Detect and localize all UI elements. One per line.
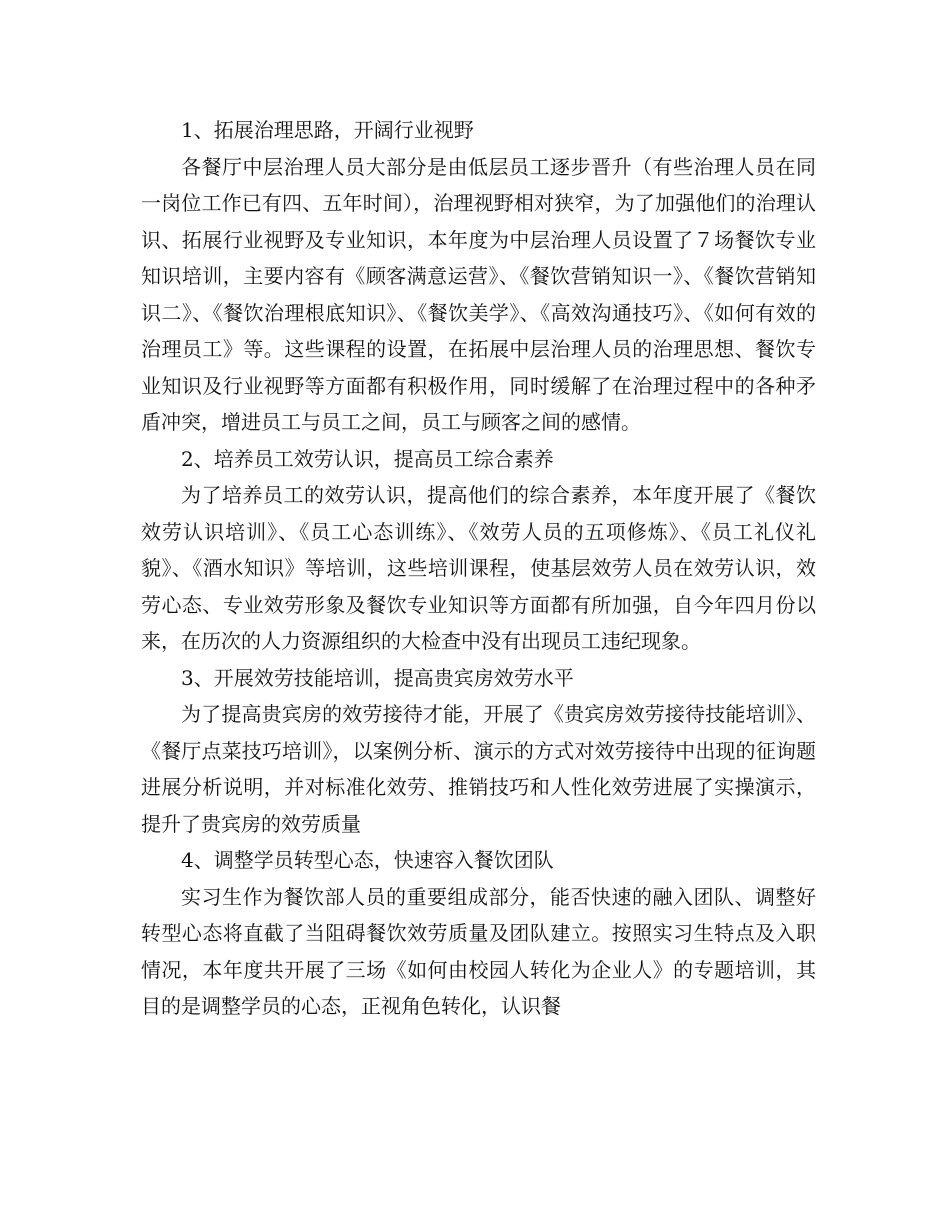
section-3-paragraph: 为了提高贵宾房的效劳接待才能，开展了《贵宾房效劳接待技能培训》、《餐厅点菜技巧培训》，以案例分析、演示的方式对效劳接待中出现的征询题进展分析说明，并对标准化效劳、推销技巧和人性化效劳进展了实操演示，提升了贵宾房的效劳质量 [141,702,816,836]
section-4-paragraph: 实习生作为餐饮部人员的重要组成部分，能否快速的融入团队、调整好转型心态将直截了当阻碍餐饮效劳质量及团队建立。按照实习生特点及入职情况，本年度共开展了三场《如何由校园人转化为企业人》的专题培训，其目的是调整学员的心态，正视角色转化，认识餐 [141,884,816,1018]
section-3-heading: 3、开展效劳技能培训，提高贵宾房效劳水平 [181,665,574,690]
document-body [141,112,816,1025]
section-1-heading: 1、拓展治理思路，开阔行业视野 [181,118,474,142]
section-2-paragraph: 为了培养员工的效劳认识，提高他们的综合素养，本年度开展了《餐饮效劳认识培训》、《员工心态训练》、《效劳人员的五项修炼》、《员工礼仪礼貌》、《酒水知识》等培训，这些培训课程，使基层效劳人员在效劳认识，效劳心态、专业效劳形象及餐饮专业知识等方面都有所加强，自今年四月份以来，在历次的人力资源组织的大检查中没有出现员工违纪现象。 [141,483,816,653]
section-2-heading: 2、培养员工效劳认识，提高员工综合素养 [181,446,554,471]
section-1-paragraph: 各餐厅中层治理人员大部分是由低层员工逐步晋升（有些治理人员在同一岗位工作已有四、五年时间），治理视野相对狭窄，为了加强他们的治理认识、拓展行业视野及专业知识，本年度为中层治理人员设置了７场餐饮专业知识培训，主要内容有《顾客满意运营》、《餐饮营销知识一》、《餐饮营销知识二》、《餐饮治理根底知识》、《餐饮美学》、《高效沟通技巧》、《如何有效的治理员工》等。这些课程的设置，在拓展中层治理人员的治理思想、餐饮专业知识及行业视野等方面都有积极作用，同时缓解了在治理过程中的各种矛盾冲突，增进员工与员工之间，员工与顾客之间的感情。 [141,154,816,434]
section-4-heading: 4、调整学员转型心态，快速容入餐饮团队 [181,848,554,872]
